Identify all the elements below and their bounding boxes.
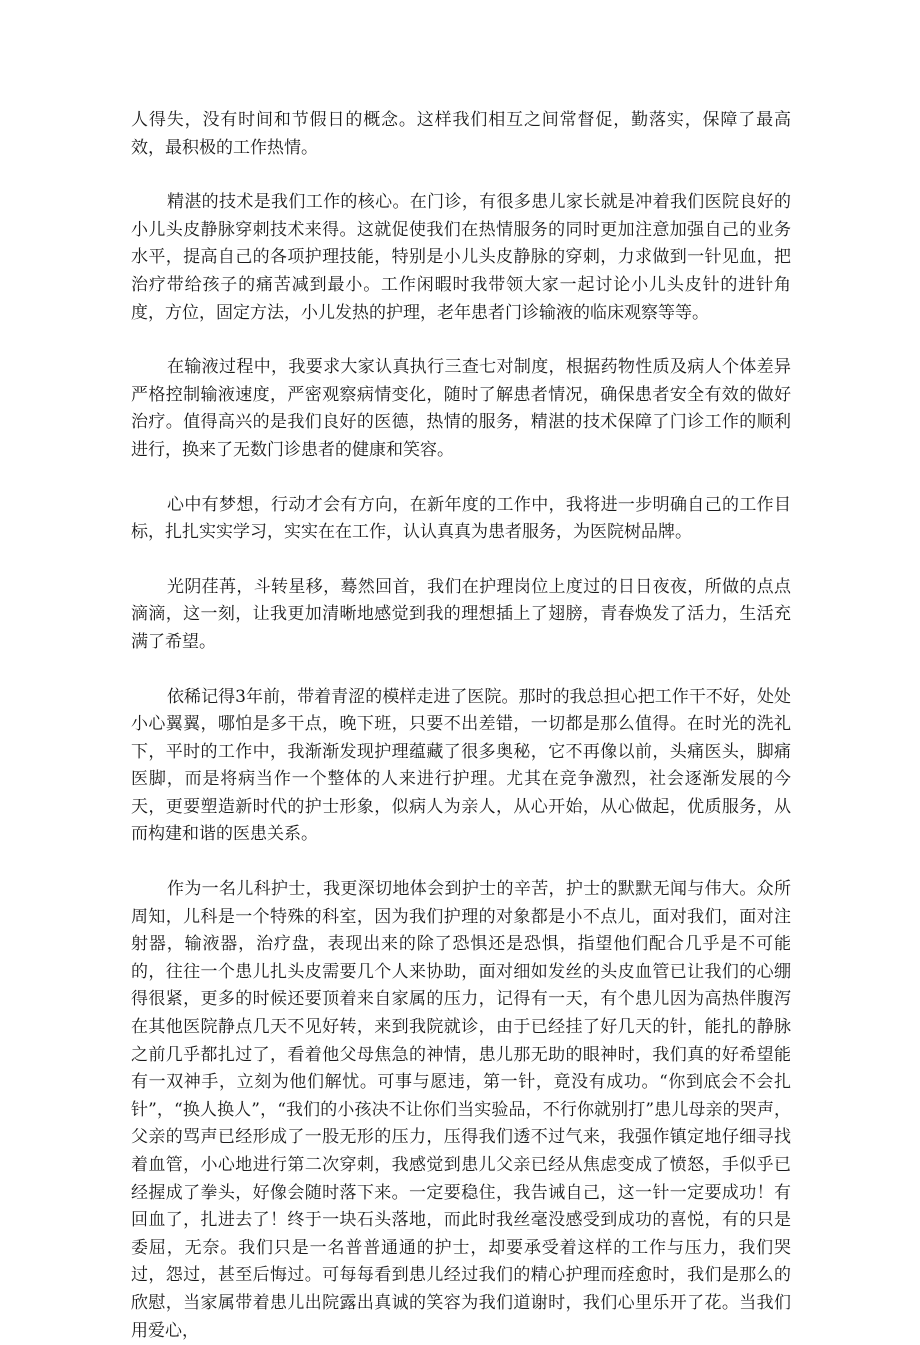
paragraph-3: 在输液过程中，我要求大家认真执行三查七对制度，根据药物性质及病人个体差异严格控制输液速度，严密观察病情变化，随时了解患者情况，确保患者安全有效的做好治疗。值得高兴的是我们良好的医德，热情的服务，精湛的技术保障了门诊工作的顺利进行，换来了无数门诊患者的健康和笑容。 <box>131 357 791 460</box>
document-body <box>131 107 791 1345</box>
paragraph-5: 光阴荏苒，斗转星移，蓦然回首，我们在护理岗位上度过的日日夜夜，所做的点点滴滴，这一刻，让我更加清晰地感觉到我的理想插上了翅膀，青春焕发了活力，生活充满了希望。 <box>131 576 791 652</box>
paragraph-6: 依稀记得3年前，带着青涩的模样走进了医院。那时的我总担心把工作干不好，处处小心翼翼，哪怕是多干点，晚下班，只要不出差错，一切都是那么值得。在时光的洗礼下，平时的工作中，我渐渐发现护理蕴藏了很多奥秘，它不再像以前，头痛医头，脚痛医脚，而是将病当作一个整体的人来进行护理。尤其在竞争激烈，社会逐渐发展的今天，更要塑造新时代的护士形象，似病人为亲人，从心开始，从心做起，优质服务，从而构建和谐的医患关系。 <box>131 686 791 845</box>
paragraph-1: 人得失，没有时间和节假日的概念。这样我们相互之间常督促，勤落实，保障了最高效，最积极的工作热情。 <box>131 110 791 158</box>
paragraph-7: 作为一名儿科护士，我更深切地体会到护士的辛苦，护士的默默无闻与伟大。众所周知，儿科是一个特殊的科室，因为我们护理的对象都是小不点儿，面对我们，面对注射器，输液器，治疗盘，表现出来的除了恐惧还是恐惧，指望他们配合几乎是不可能的，往往一个患儿扎头皮需要几个人来协助，面对细如发丝的头皮血管已让我们的心绷得很紧，更多的时候还要顶着来自家属的压力，记得有一天，有个患儿因为高热伴腹泻在其他医院静点几天不见好转，来到我院就诊，由于已经挂了好几天的针，能扎的静脉之前几乎都扎过了，看着他父母焦急的神情，患儿那无助的眼神时，我们真的好希望能有一双神手，立刻为他们解忧。可事与愿违，第一针，竟没有成功。“你到底会不会扎针”，“换人换人”，“我们的小孩决不让你们当实验品，不行你就别打”患儿母亲的哭声，父亲的骂声已经形成了一股无形的压力，压得我们透不过气来，我强作镇定地仔细寻找着血管，小心地进行第二次穿刺，我感觉到患儿父亲已经从焦虑变成了愤怒，手似乎已经握成了拳头，好像会随时落下来。一定要稳住，我告诫自己，这一针一定要成功！有回血了，扎进去了！终于一块石头落地，而此时我丝毫没感受到成功的喜悦，有的只是委屈，无奈。我们只是一名普普通通的护士，却要承受着这样的工作与压力，我们哭过，怨过，甚至后悔过。可每每看到患儿经过我们的精心护理而痊愈时，我们是那么的欣慰，当家属带着患儿出院露出真诚的笑容为我们道谢时，我们心里乐开了花。当我们用爱心， <box>131 879 791 1341</box>
paragraph-2: 精湛的技术是我们工作的核心。在门诊，有很多患儿家长就是冲着我们医院良好的小儿头皮静脉穿刺技术来得。这就促使我们在热情服务的同时更加注意加强自己的业务水平，提高自己的各项护理技能，特别是小儿头皮静脉的穿刺，力求做到一针见血，把治疗带给孩子的痛苦减到最小。工作闲暇时我带领大家一起讨论小儿头皮针的进针角度，方位，固定方法，小儿发热的护理，老年患者门诊输液的临床观察等等。 <box>131 192 791 323</box>
paragraph-4: 心中有梦想，行动才会有方向，在新年度的工作中，我将进一步明确自己的工作目标，扎扎实实学习，实实在在工作，认认真真为患者服务，为医院树品牌。 <box>131 494 791 543</box>
